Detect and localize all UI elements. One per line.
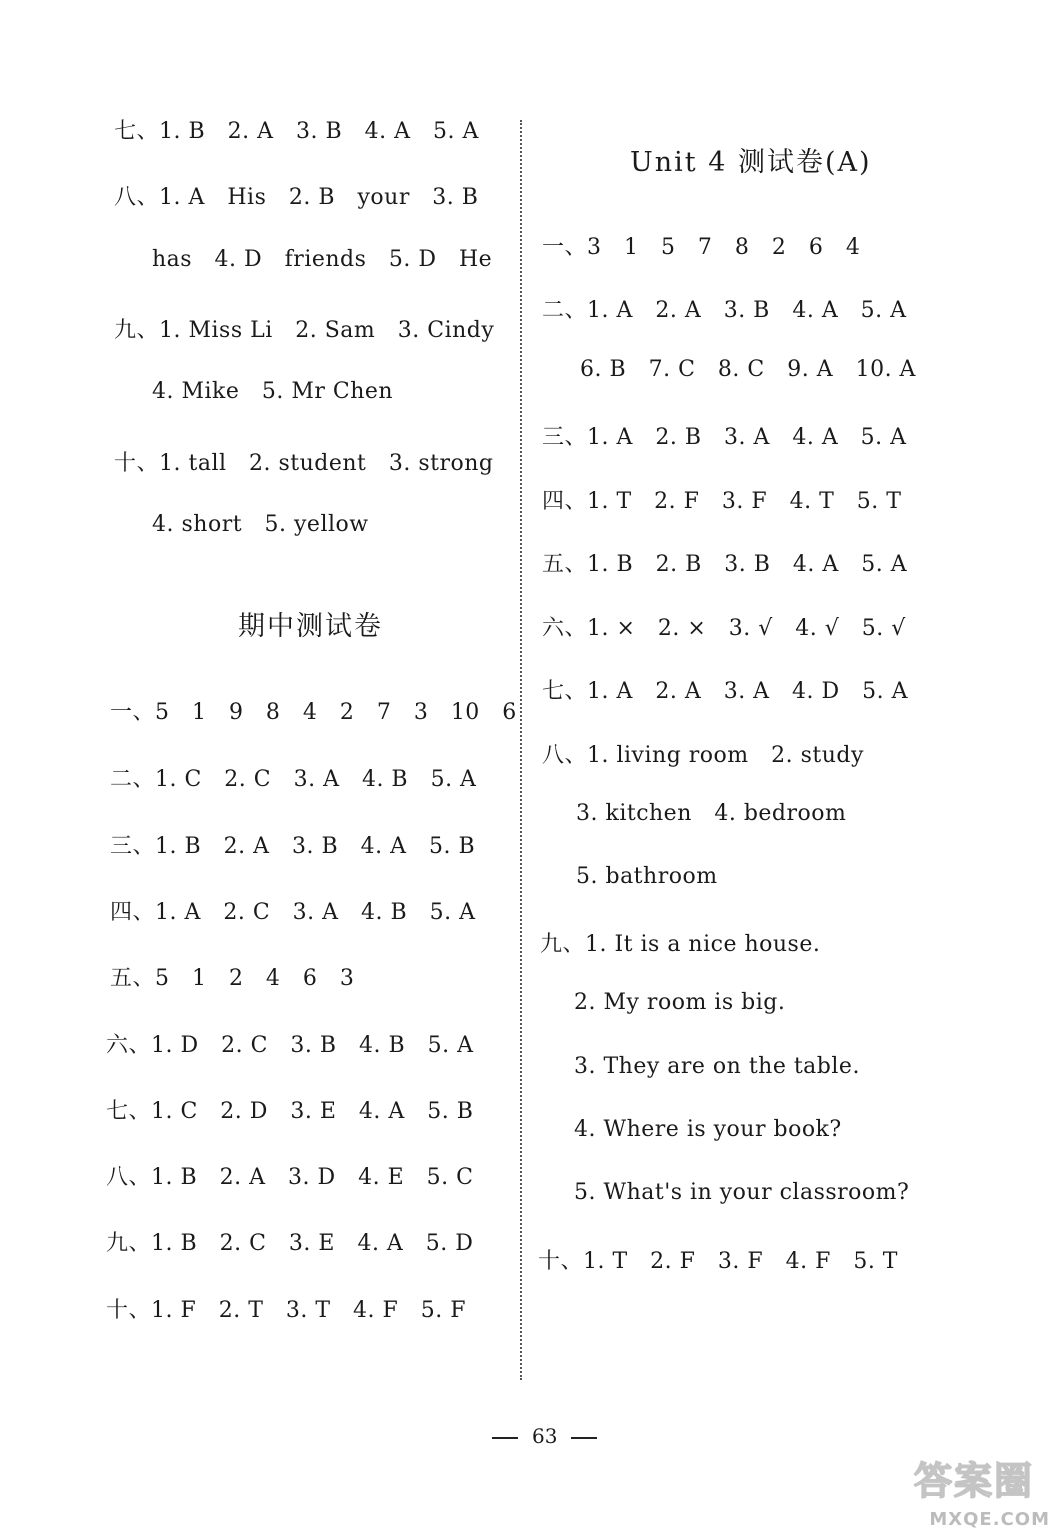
watermark-logo: [900, 1450, 1050, 1530]
section-heading-unit4: Unit 4 测试卷(A): [630, 147, 872, 178]
answer-line: 十、1. tall 2. student 3. strong: [114, 451, 494, 476]
section-heading-midterm: 期中测试卷: [238, 611, 383, 642]
answer-line: 二、1. A 2. A 3. B 4. A 5. A: [542, 298, 907, 323]
answer-line: 八、1. B 2. A 3. D 4. E 5. C: [106, 1165, 474, 1190]
answer-line: 十、1. F 2. T 3. T 4. F 5. F: [106, 1298, 466, 1323]
answer-line: 三、1. B 2. A 3. B 4. A 5. B: [110, 834, 476, 859]
answer-line: 一、5 1 9 8 4 2 7 3 10 6: [110, 700, 517, 725]
answer-line: 九、1. Miss Li 2. Sam 3. Cindy: [114, 318, 495, 343]
answer-line: 二、1. C 2. C 3. A 4. B 5. A: [110, 767, 477, 792]
watermark-url: MXQE.COM: [929, 1509, 1050, 1530]
answer-line: 三、1. A 2. B 3. A 4. A 5. A: [542, 425, 907, 450]
answer-line: 五、5 1 2 4 6 3: [110, 966, 355, 991]
answer-line: 六、1. × 2. × 3. √ 4. √ 5. √: [542, 616, 906, 641]
page-number: 63: [531, 1424, 558, 1448]
answer-line: 八、1. A His 2. B your 3. B: [114, 185, 479, 210]
answer-line: 九、1. It is a nice house.: [540, 932, 821, 957]
answer-line: 4. Where is your book?: [574, 1117, 842, 1142]
answer-line: 5. What's in your classroom?: [574, 1180, 910, 1205]
answer-line: 六、1. D 2. C 3. B 4. B 5. A: [106, 1033, 474, 1058]
answer-line: 3. kitchen 4. bedroom: [576, 801, 847, 826]
answer-line: 4. short 5. yellow: [152, 512, 369, 537]
footer-dash-right: [571, 1437, 597, 1439]
column-divider: [520, 120, 522, 1380]
answer-line: 十、1. T 2. F 3. F 4. F 5. T: [538, 1249, 898, 1274]
answer-line: 七、1. B 2. A 3. B 4. A 5. A: [114, 119, 479, 144]
answer-line: 七、1. A 2. A 3. A 4. D 5. A: [542, 679, 909, 704]
answer-line: 五、1. B 2. B 3. B 4. A 5. A: [542, 552, 908, 577]
footer-dash-left: [492, 1437, 518, 1439]
answer-line: 四、1. T 2. F 3. F 4. T 5. T: [542, 489, 902, 514]
answer-line: 5. bathroom: [576, 864, 718, 889]
answer-line: 八、1. living room 2. study: [542, 743, 864, 768]
answer-line: 七、1. C 2. D 3. E 4. A 5. B: [106, 1099, 474, 1124]
answer-line: has 4. D friends 5. D He: [152, 247, 493, 272]
answer-line: 一、3 1 5 7 8 2 6 4: [542, 235, 861, 260]
answer-line: 四、1. A 2. C 3. A 4. B 5. A: [110, 900, 476, 925]
answer-line: 6. B 7. C 8. C 9. A 10. A: [580, 357, 916, 382]
watermark-seal: 答案圈: [914, 1459, 1035, 1503]
answer-line: 2. My room is big.: [574, 990, 786, 1015]
answer-line: 4. Mike 5. Mr Chen: [152, 379, 394, 404]
answer-line: 3. They are on the table.: [574, 1054, 860, 1079]
answer-line: 九、1. B 2. C 3. E 4. A 5. D: [106, 1231, 474, 1256]
